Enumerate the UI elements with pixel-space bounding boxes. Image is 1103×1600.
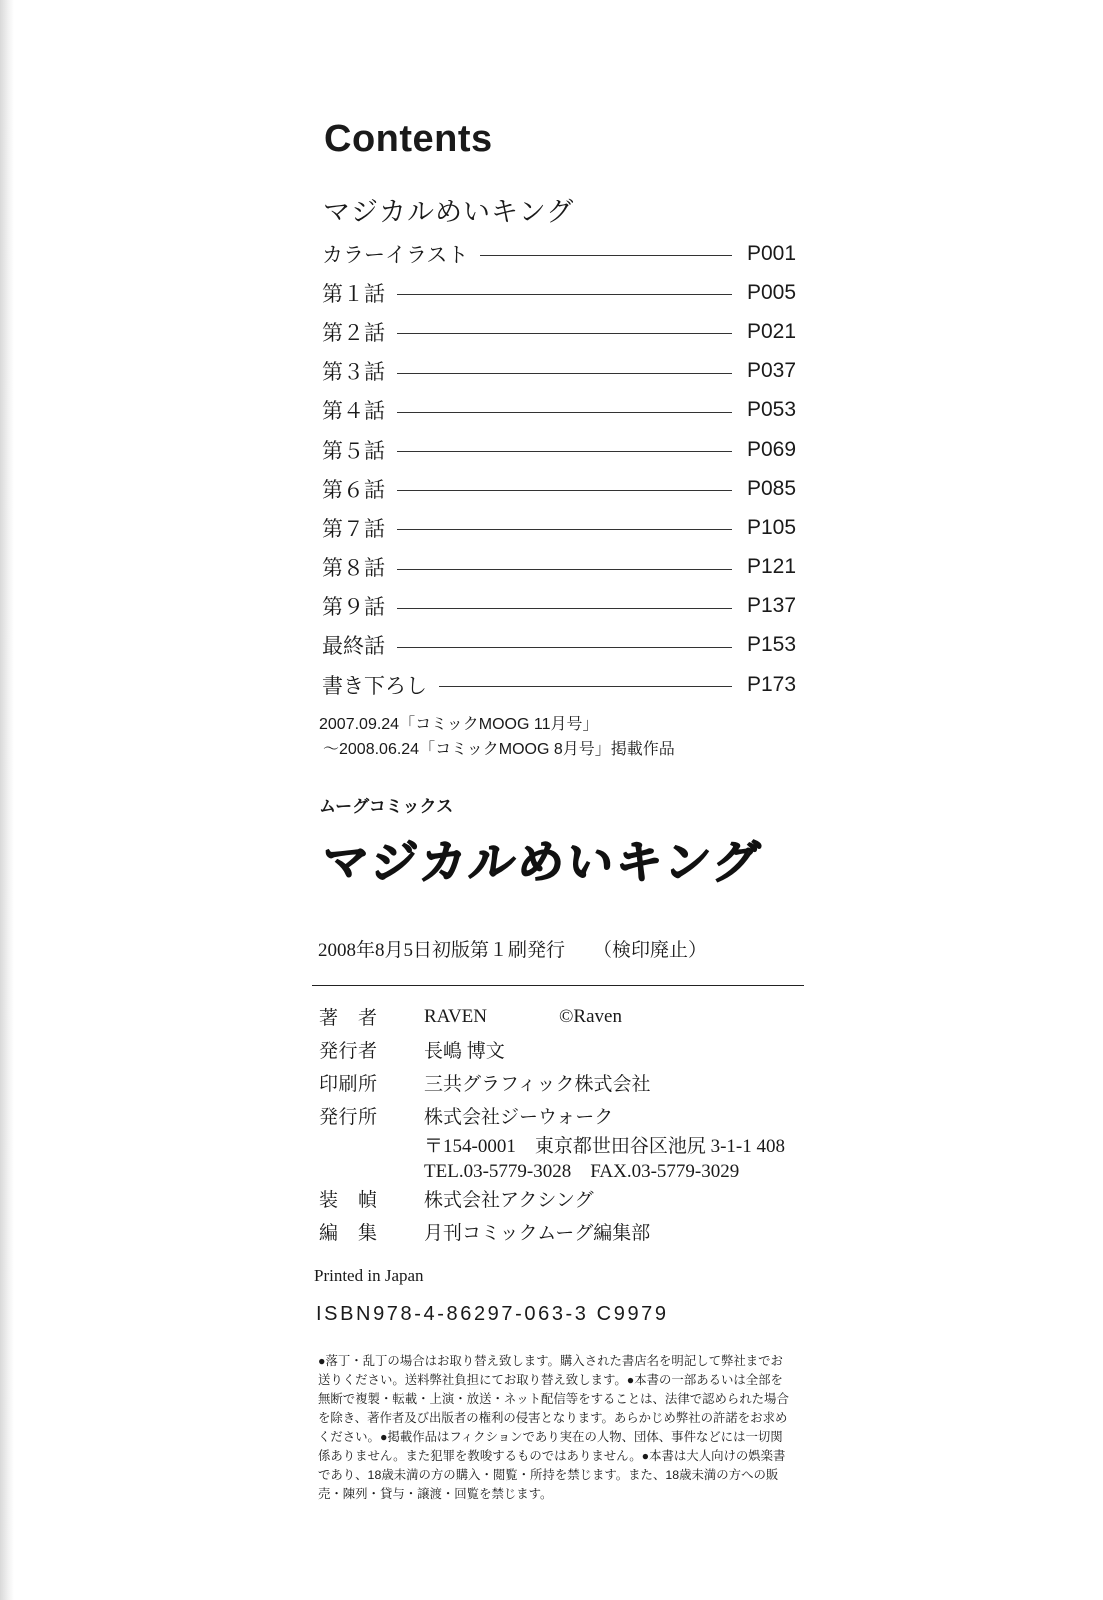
toc-entry (322, 548, 796, 587)
toc-label: 書き下ろし (322, 674, 427, 698)
toc-leader-line (397, 490, 732, 491)
toc-leader-line (397, 333, 732, 334)
edition-line (318, 935, 707, 962)
toc-page-number: P153 (746, 633, 796, 657)
credit-row-address (319, 1132, 785, 1157)
toc-page-number: P121 (746, 555, 796, 579)
credit-row-design (319, 1182, 785, 1215)
toc-page-number: P021 (746, 319, 796, 343)
divider (312, 985, 804, 986)
toc-page-number: P137 (746, 594, 796, 618)
toc-leader-line (397, 373, 732, 374)
toc-leader-line (397, 529, 732, 530)
publishing-house-name: 株式会社ジーウォーク (424, 1107, 614, 1128)
edition-note: （検印廃止） (593, 940, 708, 961)
serialization-line-2: ～2008.06.24「コミックMOOG 8月号」掲載作品 (323, 741, 675, 758)
credit-row-publishing-house (319, 1099, 785, 1132)
toc-entry (322, 587, 796, 626)
author-name: RAVEN (424, 1005, 487, 1027)
toc-leader-line (397, 451, 732, 452)
toc-label: カラーイラスト (322, 243, 469, 267)
toc-entry (322, 430, 796, 469)
toc-label: 最終話 (322, 635, 385, 659)
isbn-code: ISBN978-4-86297-063-3 C9979 (316, 1303, 669, 1325)
toc-page-number: P005 (746, 280, 796, 304)
toc-label: 第６話 (322, 478, 385, 502)
colophon-credits (319, 1000, 785, 1248)
credit-row-phone (319, 1157, 785, 1182)
copyright-notice: ©Raven (559, 1005, 622, 1027)
toc-label: 第９話 (322, 596, 385, 620)
toc-page-number: P001 (746, 241, 796, 265)
credit-row-publisher (319, 1033, 785, 1066)
credit-label: 印刷所 (319, 1074, 378, 1095)
toc-entry (322, 234, 796, 273)
series-title: マジカルめいキング (323, 197, 575, 227)
editing-department: 月刊コミックムーグ編集部 (424, 1223, 651, 1244)
serialization-info (319, 712, 675, 762)
toc-label: 第５話 (322, 439, 385, 463)
toc-label: 第２話 (322, 321, 385, 345)
toc-page-number: P085 (746, 476, 796, 500)
toc-leader-line (397, 294, 732, 295)
imprint-label: ムーグコミックス (319, 797, 454, 816)
contents-heading: Contents (324, 118, 493, 160)
toc-entry (322, 508, 796, 547)
table-of-contents (322, 234, 796, 704)
toc-label: 第８話 (322, 557, 385, 581)
edition-date: 2008年8月5日初版第１刷発行 (318, 940, 566, 961)
toc-leader-line (397, 647, 732, 648)
page-edge-shadow (0, 0, 14, 1600)
toc-entry (322, 391, 796, 430)
toc-page-number: P173 (746, 672, 796, 696)
credit-label: 編 集 (319, 1223, 378, 1244)
toc-page-number: P069 (746, 437, 796, 461)
title-logo: マジカルめいキング (319, 836, 765, 888)
toc-entry (322, 469, 796, 508)
toc-entry (322, 665, 796, 704)
toc-leader-line (439, 686, 732, 687)
toc-label: 第４話 (322, 400, 385, 424)
credit-label: 発行者 (319, 1041, 378, 1062)
printed-in: Printed in Japan (314, 1266, 424, 1285)
toc-page-number: P037 (746, 359, 796, 383)
toc-leader-line (397, 608, 732, 609)
toc-leader-line (397, 569, 732, 570)
toc-page-number: P105 (746, 515, 796, 539)
credit-label: 発行所 (319, 1107, 378, 1128)
toc-leader-line (480, 255, 732, 256)
credit-row-author (319, 1000, 785, 1033)
toc-entry (322, 626, 796, 665)
credit-label: 装 幀 (319, 1190, 378, 1211)
toc-entry (322, 312, 796, 351)
publisher-name: 長嶋 博文 (424, 1041, 505, 1062)
design-company: 株式会社アクシング (424, 1190, 594, 1211)
publisher-address: 〒154-0001 東京都世田谷区池尻 3-1-1 408 (424, 1136, 785, 1157)
toc-leader-line (397, 412, 732, 413)
toc-entry (322, 273, 796, 312)
credit-row-printer (319, 1066, 785, 1099)
toc-page-number: P053 (746, 398, 796, 422)
publisher-phone-fax: TEL.03-5779-3028 FAX.03-5779-3029 (424, 1161, 740, 1182)
toc-label: 第１話 (322, 282, 385, 306)
serialization-line-1: 2007.09.24「コミックMOOG 11月号」 (319, 716, 599, 733)
toc-label: 第３話 (322, 361, 385, 385)
printer-name: 三共グラフィック株式会社 (424, 1074, 651, 1095)
credit-row-editing (319, 1215, 785, 1248)
legal-notice: ●落丁・乱丁の場合はお取り替え致します。購入された書店名を明記して弊社までお送りください。送料弊社負担にてお取り替え致します。●本書の一部あるいは全部を無断で複製・転載・上演・放送・ネット配信等をすることは、法律で認められた場合を除き、著作者及び出版者の権利の侵害となります。あらかじめ弊社の許諾をお求めください。●掲載作品はフィクションであり実在の人物、団体、事件などには一切関係ありません。また犯罪を教唆するものではありません。●本書は大人向けの娯楽書であり、18歳未満の方の購入・閲覧・所持を禁じます。また、18歳未満の方への販売・陳列・貸与・譲渡・回覧を禁じます。 (318, 1354, 789, 1501)
credit-label: 著 者 (319, 1008, 378, 1029)
toc-entry (322, 352, 796, 391)
toc-label: 第７話 (322, 517, 385, 541)
